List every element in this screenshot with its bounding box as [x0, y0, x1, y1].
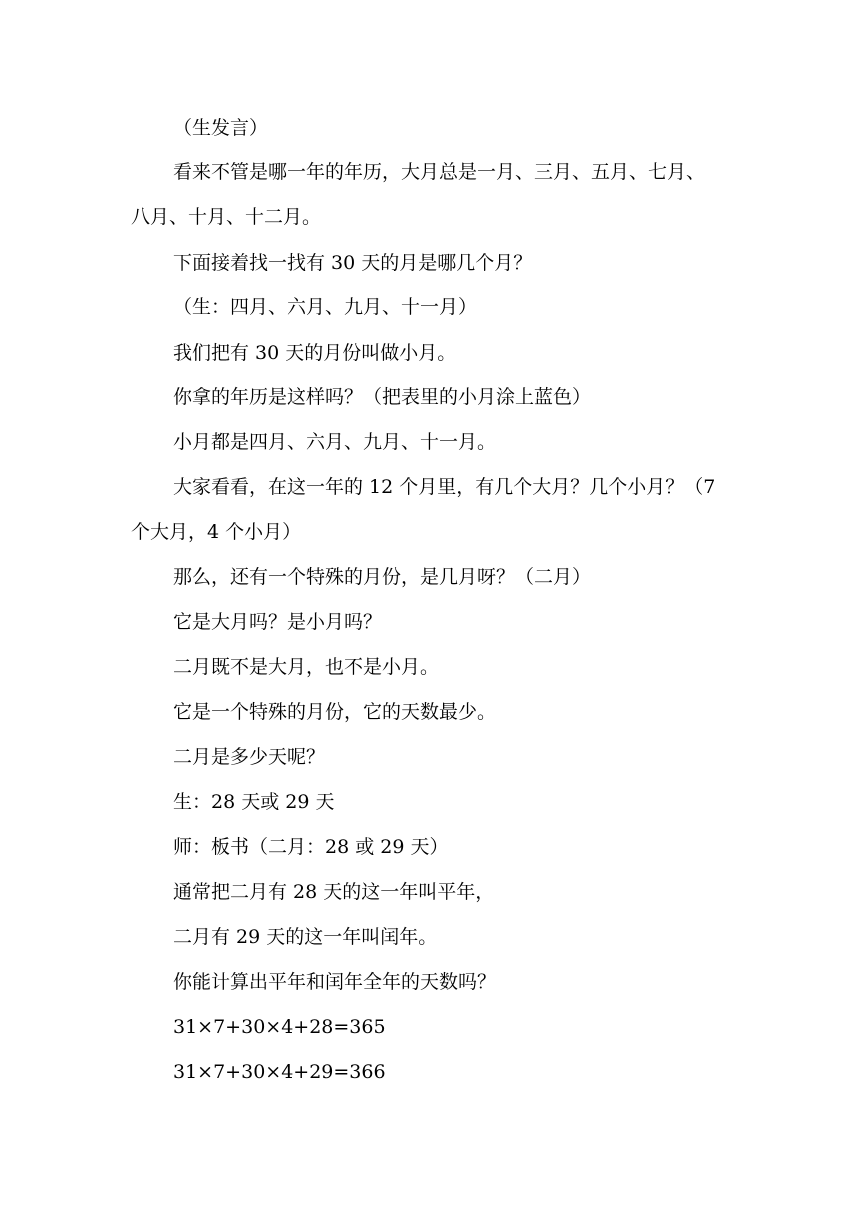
paragraph-big-months-continued: 八月、十月、十二月。 [131, 206, 322, 228]
paragraph-february-fewest-days: 它是一个特殊的月份，它的天数最少。 [173, 701, 497, 723]
paragraph-student-february-answer: 生：28 天或 29 天 [173, 791, 335, 813]
formula-leap-year-days: 31×7+30×4+29=366 [173, 1061, 386, 1083]
paragraph-teacher-board-note: 师：板书（二月：28 或 29 天） [173, 836, 449, 858]
paragraph-february-days-question: 二月是多少天呢？ [173, 746, 326, 768]
paragraph-small-month-definition: 我们把有 30 天的月份叫做小月。 [173, 342, 457, 364]
paragraph-student-speaks: （生发言） [173, 117, 269, 139]
paragraph-count-answer: 个大月，4 个小月） [131, 521, 302, 543]
paragraph-count-question: 大家看看，在这一年的 12 个月里，有几个大月？几个小月？（7 [173, 476, 716, 498]
paragraph-color-small-months: 你拿的年历是这样吗？（把表里的小月涂上蓝色） [173, 386, 592, 408]
paragraph-small-months-list: 小月都是四月、六月、九月、十一月。 [173, 431, 497, 453]
paragraph-special-month-question: 那么，还有一个特殊的月份，是几月呀？（二月） [173, 566, 592, 588]
paragraph-big-months-intro: 看来不管是哪一年的年历，大月总是一月、三月、五月、七月、 [173, 161, 706, 183]
paragraph-february-neither: 二月既不是大月，也不是小月。 [173, 656, 440, 678]
paragraph-common-year-definition: 通常把二月有 28 天的这一年叫平年， [173, 881, 495, 903]
formula-common-year-days: 31×7+30×4+28=365 [173, 1016, 386, 1038]
paragraph-big-or-small-question: 它是大月吗？是小月吗？ [173, 611, 383, 633]
paragraph-find-30-day-months: 下面接着找一找有 30 天的月是哪几个月？ [173, 252, 533, 274]
paragraph-leap-year-definition: 二月有 29 天的这一年叫闰年。 [173, 926, 438, 948]
paragraph-student-answer-small-months: （生：四月、六月、九月、十一月） [173, 296, 478, 318]
paragraph-yearly-days-question: 你能计算出平年和闰年全年的天数吗？ [173, 971, 497, 993]
